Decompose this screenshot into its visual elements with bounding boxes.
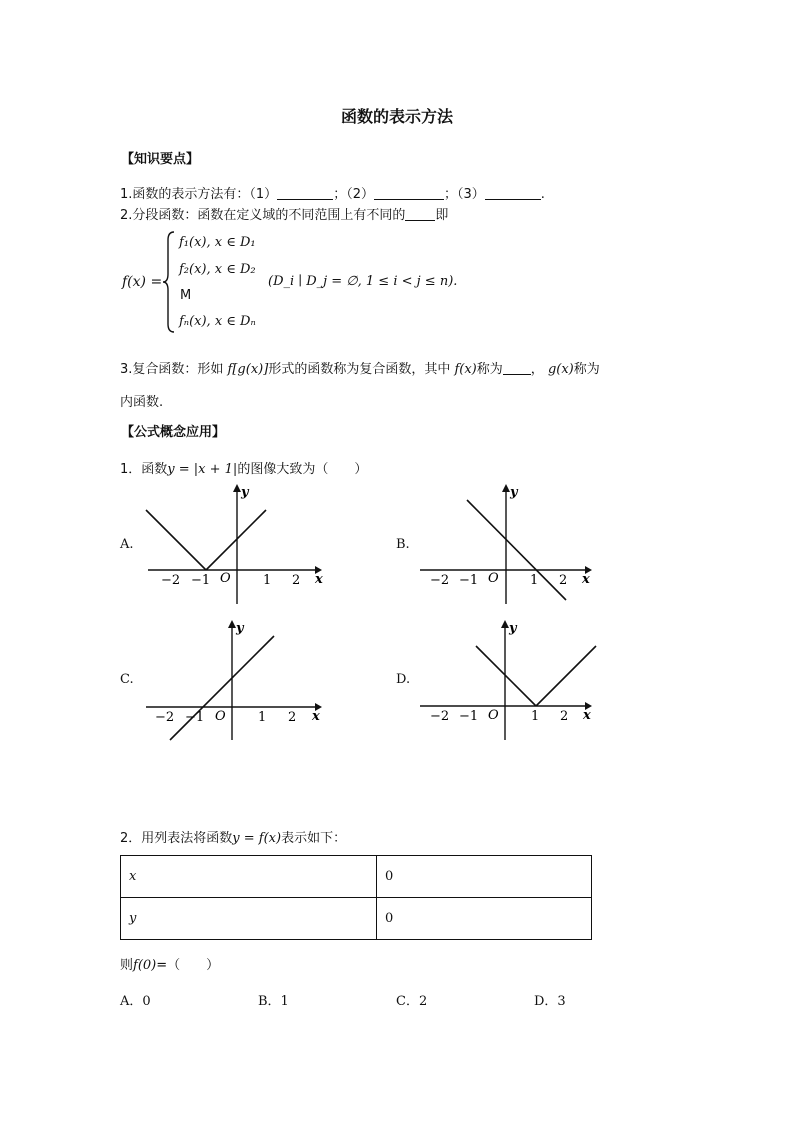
piecewise-case-3: M [180,288,192,303]
k1-sep1: ；（2） [333,187,374,202]
tick-neg2: −2 [430,573,450,588]
y-axis-label: y [510,485,518,500]
y-axis-label: y [241,485,249,500]
option-b-label[interactable]: B. [396,537,410,552]
q2-prefix: 2．用列表法将函数 [120,831,233,846]
tick-neg2: −2 [430,709,450,724]
formula-heading: 【公式概念应用】 [121,425,226,440]
k1-prefix: 1.函数的表示方法有：（1） [120,187,278,202]
piecewise-case-2: f₂(x), x ∈ D₂ [179,262,256,277]
piecewise-lhs: f(x) = [122,274,163,290]
table-cell: y [121,898,377,940]
knowledge-item-1 [120,183,545,202]
tick-neg1: −1 [459,709,479,724]
tick-neg1: −1 [185,710,205,725]
q1-expr: y = |x + 1| [167,462,238,477]
q2-ask-expr: f(0) [133,958,157,973]
k1-end: . [540,187,545,202]
q2-expr: y = f(x) [232,831,282,846]
q2-ask-prefix: 则 [120,958,134,973]
blank-2 [374,187,444,200]
x-axis-label: x [582,572,590,587]
tick-neg2: −2 [155,710,175,725]
page-title: 函数的表示方法 [340,107,453,126]
answer-option-c[interactable]: C．2 [396,994,428,1009]
answer-option-d[interactable]: D．3 [534,994,566,1009]
piecewise-case-4: fₙ(x), x ∈ Dₙ [179,314,256,329]
tick-1: 1 [263,573,272,588]
blank-5 [503,362,531,375]
k3-gx: g(x) [547,362,574,377]
k1-sep2: ；（3） [443,187,485,202]
q1-suffix: 的图像大致为（ ） [237,462,368,477]
tick-1: 1 [258,710,267,725]
k2-text: 2.分段函数：函数在定义域的不同范围上有不同的 [120,208,406,223]
x-axis-label: x [315,572,323,587]
origin-label: O [220,571,231,586]
knowledge-item-2 [120,204,448,223]
question-2 [120,827,346,846]
y-axis-label: y [236,621,244,636]
table-row [121,898,592,940]
y-axis-label: y [509,621,517,636]
q2-ask-suffix: =（ ） [156,958,220,973]
k3-prefix: 3.复合函数：形如 [120,362,224,377]
answer-option-a[interactable]: A．0 [120,994,151,1009]
blank-3 [485,187,541,200]
k3-called2: 称为 [573,362,600,377]
knowledge-heading: 【知识要点】 [121,152,200,167]
answer-option-b[interactable]: B．1 [258,994,289,1009]
graph-option-b[interactable] [412,480,602,610]
question-2-ask [120,954,219,973]
graph-option-a[interactable] [140,480,330,610]
k3-line2: 内函数. [120,395,164,410]
table-row [121,856,592,898]
piecewise-case-1: f₁(x), x ∈ D₁ [179,235,256,250]
tick-2: 2 [560,709,569,724]
tick-2: 2 [292,573,301,588]
table-cell: 0 [377,898,592,940]
left-brace-icon [162,230,176,334]
x-axis-label: x [583,708,591,723]
blank-1 [277,187,333,200]
tick-2: 2 [288,710,297,725]
q1-prefix: 1．函数 [120,462,168,477]
table-cell: x [121,856,377,898]
tick-neg1: −1 [459,573,479,588]
graph-option-d[interactable] [412,616,602,746]
option-c-label[interactable]: C. [120,672,134,687]
x-axis-label: x [312,709,320,724]
k3-fx: f(x) [454,362,477,377]
table-cell: 0 [377,856,592,898]
k3-sep: ， [530,362,544,377]
tick-neg2: −2 [161,573,181,588]
option-a-label[interactable]: A. [120,537,134,552]
option-d-label[interactable]: D. [396,672,411,687]
graph-option-c[interactable] [140,616,330,746]
tick-neg1: −1 [191,573,211,588]
tick-1: 1 [530,573,539,588]
origin-label: O [488,708,499,723]
k3-called: 称为 [476,362,503,377]
q2-suffix: 表示如下： [281,831,347,846]
origin-label: O [488,571,499,586]
knowledge-item-3 [120,358,600,377]
k2-tail: 即 [435,208,449,223]
value-table [120,855,592,940]
blank-4 [405,208,435,221]
question-1 [120,458,367,477]
k3-fg: f[g(x)] [227,362,269,377]
piecewise-condition: (D_i ∣ D_j = ∅, 1 ≤ i < j ≤ n). [268,274,458,289]
k3-mid: 形式的函数称为复合函数，其中 [268,362,451,377]
tick-2: 2 [559,573,568,588]
tick-1: 1 [531,709,540,724]
origin-label: O [215,709,226,724]
